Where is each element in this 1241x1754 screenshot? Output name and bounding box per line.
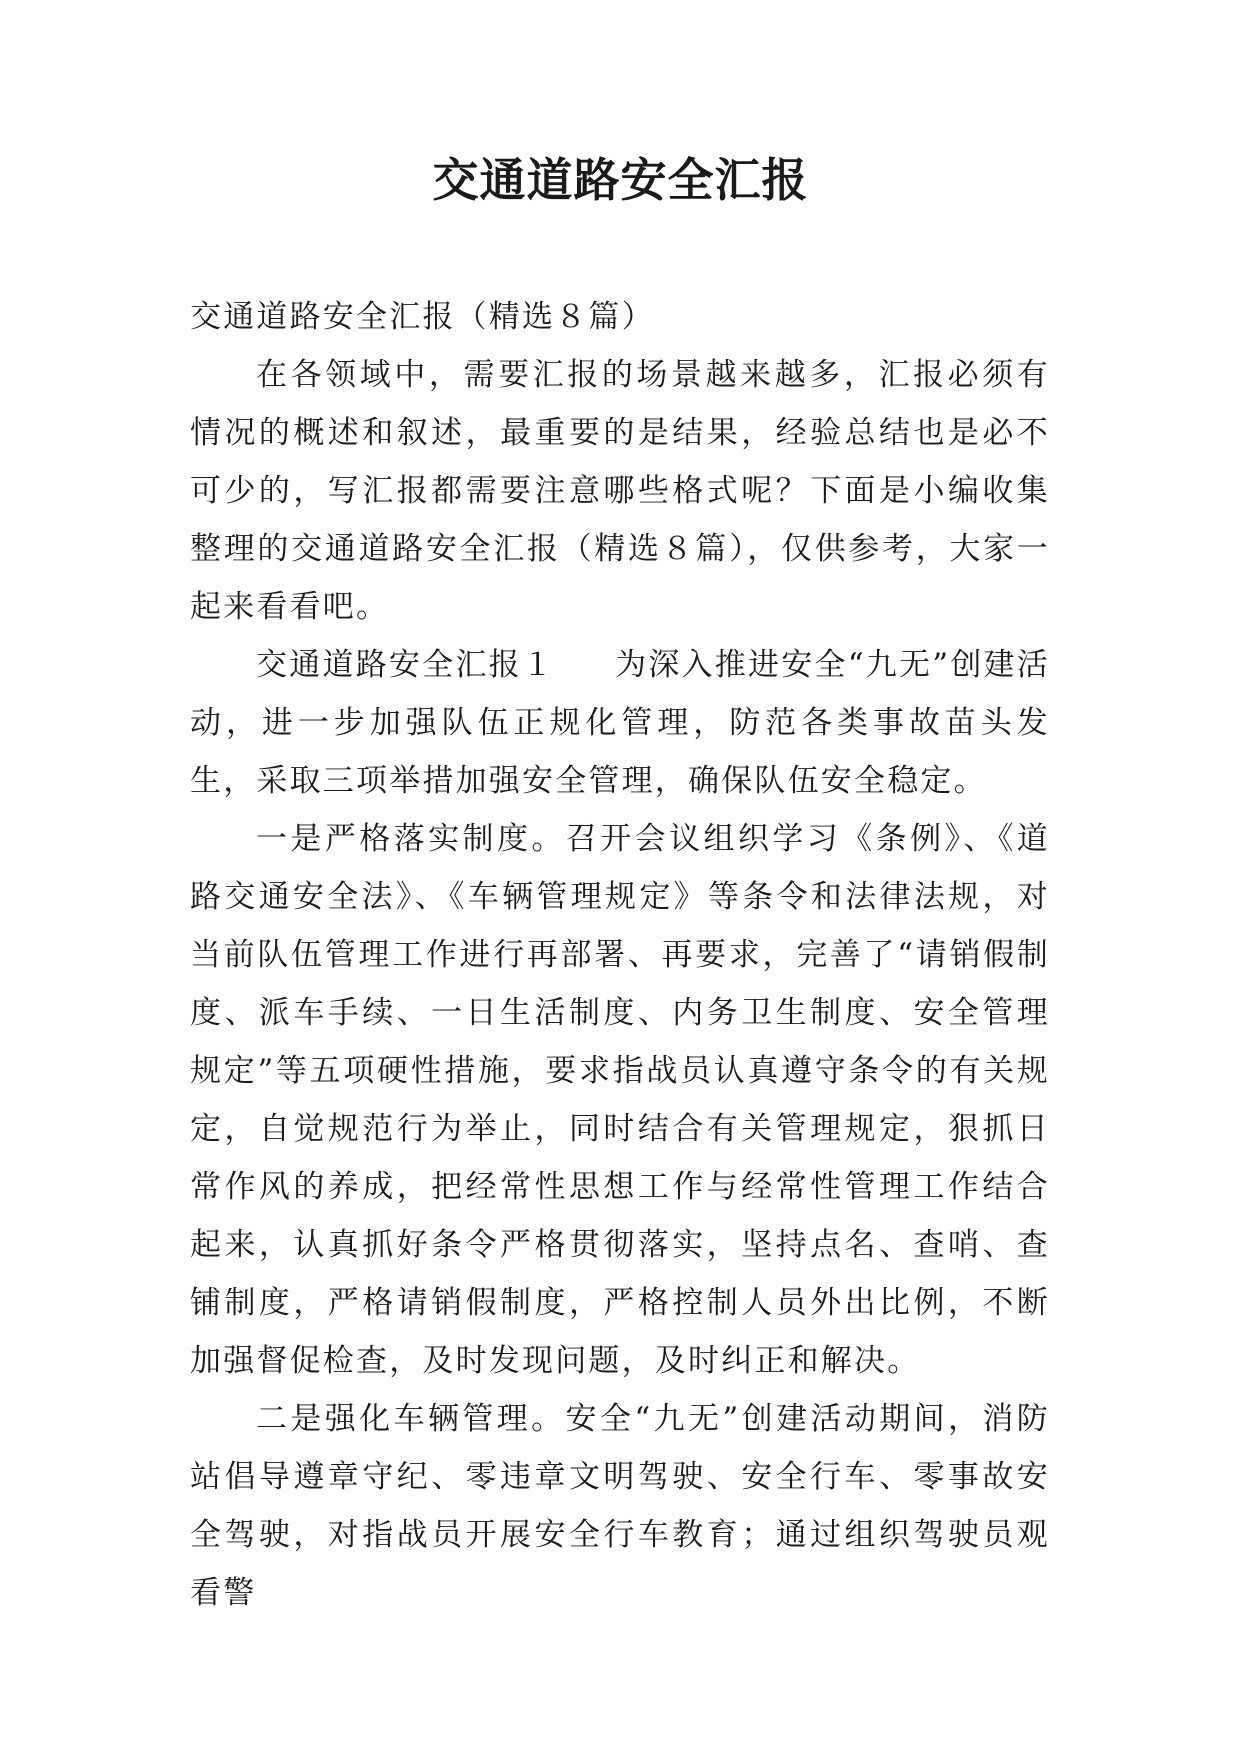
paragraph-regulations: 一是严格落实制度。召开会议组织学习《条例》、《道路交通安全法》、《车辆管理规定》等条令和法律法规，对当前队伍管理工作进行再部署、再要求，完善了“请销假制度、派车手续、一日生活制度、内务卫生制度、安全管理规定”等五项硬性措施，要求指战员认真遵守条令的有关规定，自觉规范行为举止，同时结合有关管理规定，狠抓日常作风的养成，把经常性思想工作与经常性管理工作结合起来，认真抓好条令严格贯彻落实，坚持点名、查哨、查铺制度，严格请销假制度，严格控制人员外出比例，不断加强督促检查，及时发现问题，及时纠正和解决。 <box>190 821 1050 1379</box>
section-1-text: 为深入推进安全“九无”创建活动，进一步加强队伍正规化管理，防范各类事故苗头发生，采取三项举措加强安全管理，确保队伍安全稳定。 <box>190 647 1050 799</box>
document-subtitle: 交通道路安全汇报（精选８篇） <box>190 299 655 335</box>
section-1-paragraph <box>190 636 1050 810</box>
document-title: 交通道路安全汇报 <box>432 153 809 207</box>
paragraph-vehicle-management: 二是强化车辆管理。安全“九无”创建活动期间，消防站倡导遵章守纪、零违章文明驾驶、安全行车、零事故安全驾驶，对指战员开展安全行车教育；通过组织驾驶员观看警 <box>190 1401 1050 1611</box>
intro-paragraph: 在各领域中，需要汇报的场景越来越多，汇报必须有情况的概述和叙述，最重要的是结果，经验总结也是必不可少的，写汇报都需要注意哪些格式呢？下面是小编收集整理的交通道路安全汇报（精选８篇），仅供参考，大家一起来看看吧。 <box>190 357 1050 625</box>
document-body <box>190 288 1050 1622</box>
section-1-heading: 交通道路安全汇报１ <box>256 647 556 683</box>
